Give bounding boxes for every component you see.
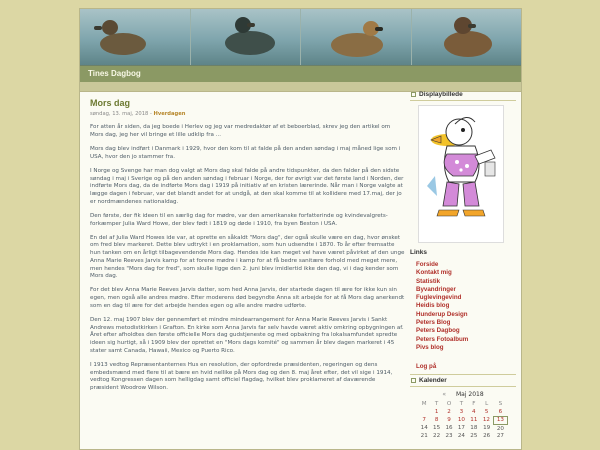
calendar-day: [418, 408, 430, 416]
weekday: S: [498, 401, 503, 408]
profile-heading-label: Displaybillede: [419, 91, 463, 98]
calendar-week: [418, 432, 508, 440]
calendar-day[interactable]: 5: [484, 409, 489, 416]
link-kontakt-mig[interactable]: Kontakt mig: [416, 269, 452, 277]
weekday: M: [421, 401, 427, 408]
calendar-day[interactable]: 11: [470, 417, 478, 424]
post-paragraph: En del af Julia Ward Howes ide var, at oprette en såkaldt "Mors dag", der også skulle være en dag, hvor ønsket om fred blev markeret. Dette blev udtrykt i en proklamation, som hun udsendte i 1870. To år efter fremsatte hun tanken om en årligt tilbagevendende Mors dag. Hendes ide kan meget vel have været påvirket af den unge Anna Marie Reeves Jarvis kamp for at forene mødre i kamp for at få bedre sanitære forhold med meget mere, men hendes "Mors dag for fred", som skulle ligge den 2. juni blev imidlertid ikke den dag, vi i dag kender som Mors dag.: [90, 234, 405, 280]
duck-photo-1: [80, 9, 191, 65]
calendar-box: [410, 375, 516, 440]
blog-page: [79, 8, 522, 450]
blog-post: [90, 98, 405, 393]
calendar-weekdays: [418, 400, 508, 408]
post-paragraph: Den første, der fik ideen til en særlig dag for mødre, var den amerikanske forfatterinde og kvindevalgrets-forkæmper Julia Ward Howe, der blev født i 1819 og døde i 1910, fra byen Beston i USA.: [90, 212, 388, 227]
blog-title[interactable]: Tines Dagbog: [80, 66, 521, 82]
calendar-day: 17: [457, 425, 465, 432]
weekday: F: [472, 401, 476, 408]
calendar-week: [418, 416, 508, 424]
calendar-day: 25: [470, 433, 478, 440]
post-paragraph: For det blev Anna Marie Reeves Jarvis datter, som hed Anna Jarvis, der startede dagen til ære for ikke kun sin egen, men også alle andres mødre. Efter moderens død begyndte Anna sit arbejde for at få Mors dag anerkendt som en dag til ære for det arbejde hendes egen og alle andre mødre udførte.: [90, 287, 405, 309]
calendar-day[interactable]: 4: [472, 409, 476, 416]
post-paragraph: Mors dag blev indført i Danmark i 1929, hvor den kom til at falde på den anden søndag i maj måned lige som i USA, hvor den jo stammer fra.: [90, 145, 401, 160]
calendar-day: 18: [470, 425, 478, 432]
post-meta: [90, 111, 405, 117]
calendar-table: [418, 391, 508, 440]
post-paragraph: Den 12. maj 1907 blev der gennemført et mindre mindearrangement for Anna Marie Reeves Jarvis i Sankt Andrews metodistkirken i Grafton. En kirke som Anna Jarvis far selv havde været aktiv omkring opbygningen af. Året efter afholdtes den første officielle Mors dag gudstjeneste og med opbakning fra lokalsamfundet spredte ideen sig hurtigt, så i 1909 blev der oprettet en "Mors dags komité" og sammen år blev dagen markeret i 45 stater samt Canada, Hawaii, Mexico og Puerto Rico.: [90, 317, 404, 354]
profile-picture: [418, 105, 504, 243]
link-pivs-blog[interactable]: Pivs blog: [416, 343, 444, 351]
box-icon: [411, 378, 416, 383]
calendar-day: 23: [445, 433, 453, 440]
calendar-day: 22: [433, 433, 441, 440]
duck-photo-2: [191, 9, 302, 65]
main-content: [90, 98, 405, 399]
sidebar: [410, 89, 516, 446]
post-title[interactable]: Mors dag: [90, 98, 131, 108]
calendar-heading: [410, 375, 516, 387]
calendar-day[interactable]: 7: [422, 417, 426, 424]
calendar-day[interactable]: 10: [457, 417, 465, 424]
calendar-day: 27: [496, 433, 504, 440]
link-statistik[interactable]: Statistik: [416, 277, 441, 285]
calendar-day: 16: [445, 425, 453, 432]
calendar-day[interactable]: 3: [459, 409, 464, 416]
links-heading: Links: [410, 249, 427, 256]
links-box: [410, 249, 516, 352]
calendar-week: [418, 424, 508, 432]
link-hunderup-design[interactable]: Hunderup Design: [416, 310, 468, 318]
calendar-day[interactable]: 1: [434, 409, 439, 416]
calendar-heading-label: Kalender: [419, 377, 447, 385]
profile-box: [410, 89, 516, 243]
calendar-prev-month[interactable]: «: [442, 391, 446, 399]
calendar-day: 21: [420, 433, 428, 440]
calendar-day[interactable]: 8: [434, 417, 439, 424]
calendar-caption: [418, 391, 508, 400]
calendar-day[interactable]: 6: [498, 409, 503, 416]
calendar-day: 19: [483, 425, 491, 432]
calendar-month: Maj 2018: [455, 391, 484, 399]
post-paragraph: I Norge og Svenge har man dog valgt at Mors dag skal falde på andre tidspunkter, da den falder på den sidste søndag i maj i Sverige og på den anden søndag i februar i Norge, der for øvrigt var det første land i Norden, der indførte Mors dag, da de indførte Mors dag i 1919 på initiativ af en kristen lærerinde. Når man i Norge valgte at lægge dagen i februar, var det blandt andet for at undgå, at den skal komme til at kollidere med 17.maj, der jo er nordmændenes nationaldag.: [90, 167, 404, 205]
login-box: [410, 358, 516, 375]
weekday: T: [459, 401, 464, 408]
duck-photo-3: [301, 9, 412, 65]
calendar-day: 26: [483, 433, 491, 440]
header-banner: [80, 9, 521, 66]
post-paragraph: I 1913 vedtog Repræsentanternes Hus en resolution, der opfordrede præsidenten, regeringen og dens embedsmænd med flere til at bære en hvid nellike på Mors dag og den 8. maj året efter, det vil sige i 1914, vedtog Kongressen dagen som helligdag samt officiel flagdag, hvilket blev proklameret af daværende præsident Woodrow Wilson.: [90, 362, 393, 392]
calendar-day-today[interactable]: 13: [493, 416, 507, 424]
calendar-day: 24: [457, 433, 465, 440]
duck-photo-4: [412, 9, 522, 65]
calendar-day: 15: [433, 425, 441, 432]
calendar-day[interactable]: 2: [447, 409, 451, 416]
post-category-link[interactable]: Hverdagen: [153, 111, 186, 117]
calendar-day: 14: [420, 425, 428, 432]
links-list: [410, 256, 516, 352]
post-paragraph: For atten år siden, da jeg boede i Herlev og jeg var medredaktør af et beboerblad, skrev jeg den artikel om Mors dag, jeg her vil bringe et lille udklip fra ...: [90, 124, 391, 138]
box-icon: [411, 92, 416, 97]
link-peters-fotoalbum[interactable]: Peters Fotoalbum: [416, 335, 469, 343]
post-date: søndag, 13. maj, 2018: [90, 111, 149, 117]
link-fuglevingevind[interactable]: Fuglevingevind: [416, 294, 462, 302]
login-link[interactable]: Log på: [416, 363, 437, 371]
calendar-day[interactable]: 9: [447, 417, 451, 424]
meta-separator: -: [148, 111, 154, 117]
weekday: L: [485, 401, 489, 408]
link-forside[interactable]: Forside: [416, 261, 439, 268]
link-peters-blog[interactable]: Peters Blog: [416, 319, 451, 327]
profile-heading: [410, 89, 516, 101]
weekday: T: [434, 401, 439, 408]
calendar-day[interactable]: 12: [482, 417, 490, 424]
duck-cartoon-image: [419, 106, 504, 243]
calendar-day: 20: [496, 425, 504, 432]
calendar-week: [418, 408, 508, 416]
link-heidis-blog[interactable]: Heidis blog: [416, 302, 450, 310]
weekday: O: [446, 401, 452, 408]
link-peters-dagbog[interactable]: Peters Dagbog: [416, 327, 460, 335]
link-byvandringer[interactable]: Byvandringer: [416, 285, 456, 293]
